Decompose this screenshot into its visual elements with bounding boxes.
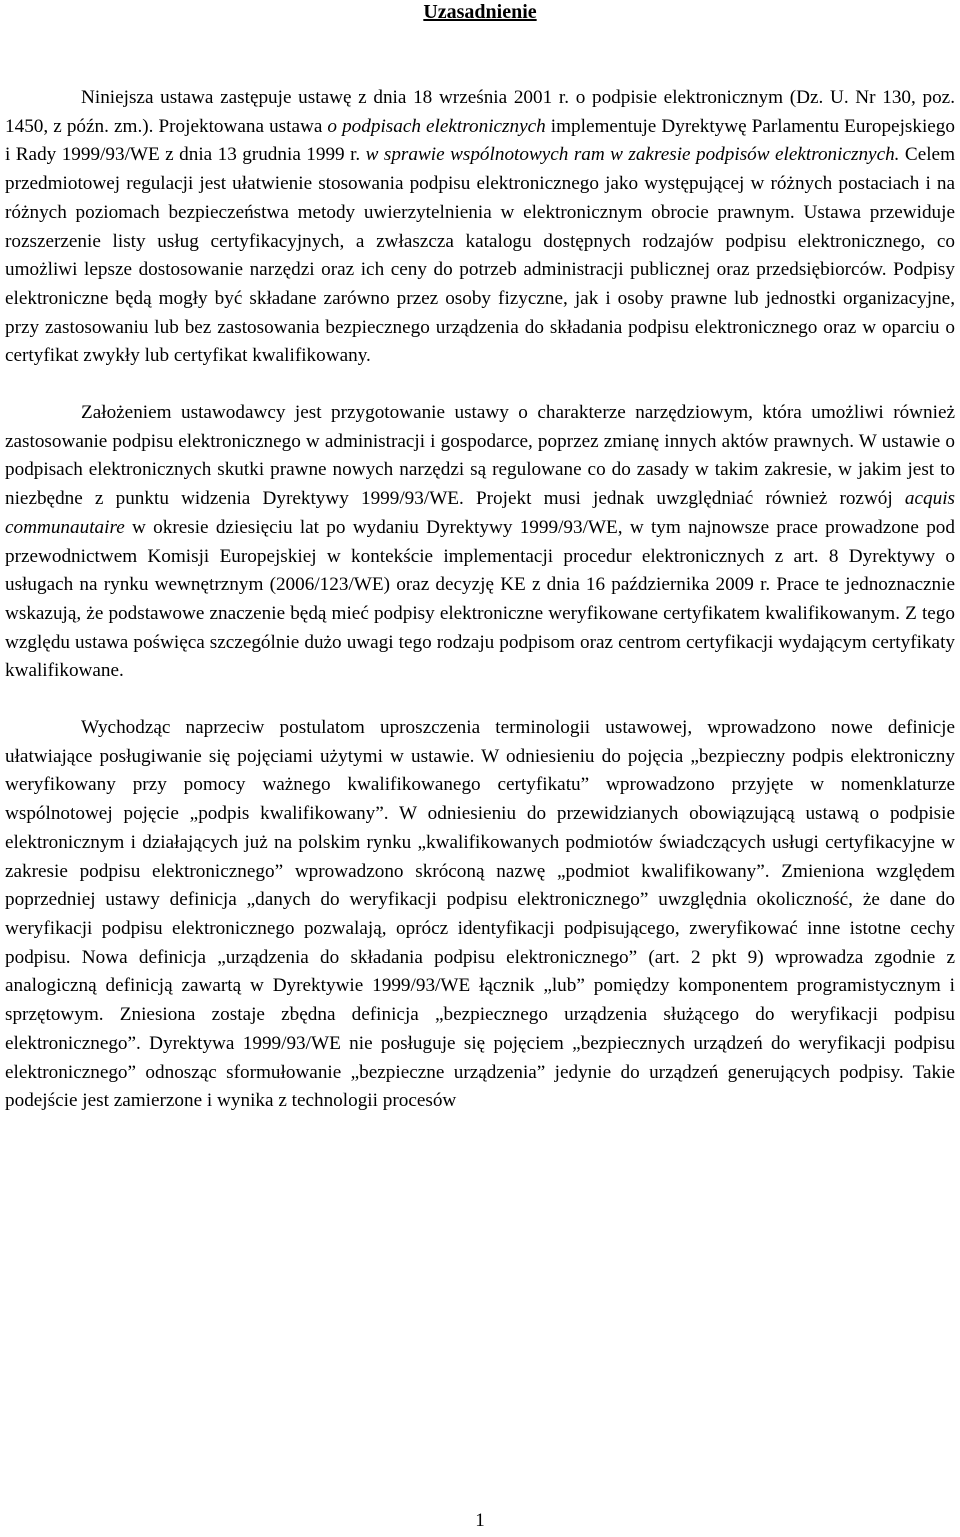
paragraph-1-text: Celem przedmiotowej regulacji jest ułatwienie stosowania podpisu elektronicznego jako występującej w różnych postaciach i na różnych poziomach bezpieczeństwa metody uwierzytelnienia w elektronicznym obrocie prawnym. Ustawa przewiduje rozszerzenie listy usług certyfikacyjnych, a zwłaszcza katalogu dostępnych rodzajów podpisu elektronicznego, co umożliwi lepsze dostosowanie narzędzi oraz ich ceny do potrzeb administracji publicznej oraz przedsiębiorców. Podpisy elektroniczne będą mogły być składane zarówno przez osoby fizyczne, jak i osoby prawne lub jednostki organizacyjne, przy zastosowaniu lub bez zastosowania bezpiecznego urządzenia do składania podpisu elektronicznego oraz w oparciu o certyfikat zwykły lub certyfikat kwalifikowany. bbox=[5, 144, 956, 367]
paragraph-1-italic-directive-title: w sprawie wspólnotowych ram w zakresie podpisów elektronicznych. bbox=[365, 144, 900, 166]
paragraph-2 bbox=[5, 399, 955, 686]
document-title: Uzasadnienie bbox=[423, 1, 537, 23]
page-number: 1 bbox=[475, 1510, 485, 1531]
paragraph-3-text: Wychodząc naprzeciw postulatom uproszczenia terminologii ustawowej, wprowadzono nowe definicje ułatwiające posługiwanie się pojęciami użytymi w ustawie. W odniesieniu do pojęcia „bezpieczny podpis elektroniczny weryfikowany przy pomocy ważnego kwalifikowanego certyfikatu” wprowadzono przyjęte w nomenklaturze wspólnotowej pojęcie „podpis kwalifikowany”. W odniesieniu do przewidzianych obowiązującą ustawą o podpisie elektronicznym i działających już na polskim rynku „kwalifikowanych podmiotów świadczących usługi certyfikacyjne w zakresie podpisu elektronicznego” wprowadzono skróconą nazwę „podmiot kwalifikowany”. Zmieniona względem poprzedniej ustawy definicja „danych do weryfikacji podpisu elektronicznego” uwzględnia okoliczność, że dane do weryfikacji podpisu elektronicznego pozwalają, oprócz identyfikacji podpisującego, zweryfikować inne istotne cechy podpisu. Nowa definicja „urządzenia do składania podpisu elektronicznego” (art. 2 pkt 9) wprowadza zgodnie z analogiczną definicją zawartą w Dyrektywie 1999/93/WE łącznik „lub” pomiędzy komponentem programistycznym i sprzętowym. Zniesiona zostaje zbędna definicja „bezpiecznego urządzenia służącego do weryfikacji podpisu elektronicznego”. Dyrektywa 1999/93/WE nie posługuje się pojęciem „bezpiecznych urządzeń do weryfikacji podpisu elektronicznego” odnosząc sformułowanie „bezpieczne urządzenia” jedynie do urządzeń generujących podpisy. Takie podejście jest zamierzone i wynika z technologii procesów bbox=[5, 717, 955, 1112]
paragraph-1 bbox=[5, 84, 955, 371]
paragraph-2-text: Założeniem ustawodawcy jest przygotowanie ustawy o charakterze narzędziowym, która umożliwi również zastosowanie podpisu elektronicznego w administracji i gospodarce, poprzez zmianę innych aktów prawnych. W ustawie o podpisach elektronicznych skutki prawne nowych narzędzi są regulowane co do zasady w takim zakresie, w jakim jest to niezbędne z punktu widzenia Dyrektywy 1999/93/WE. Projekt musi jednak uwzględniać również rozwój bbox=[5, 402, 955, 510]
document-page bbox=[5, 0, 955, 1116]
paragraph-1-italic-title: o podpisach elektronicznych bbox=[327, 115, 546, 137]
paragraph-1-text: Niniejsza ustawa zastępuje ustawę z dnia 18 września 2001 r. o podpisie elektronicznym (Dz. U. Nr 130, poz. 1450, z późn. zm.). Projektowana ustawa bbox=[5, 87, 955, 137]
paragraph-1-text: implementuje Dyrektywę Parlamentu Europejskiego i Rady 1999/93/WE z dnia 13 grudnia 1999 r. bbox=[5, 115, 955, 166]
paragraph-3 bbox=[5, 714, 955, 1116]
paragraph-2-italic-term: acquis communautaire bbox=[5, 488, 955, 538]
paragraph-2-text: w okresie dziesięciu lat po wydaniu Dyrektywy 1999/93/WE, w tym najnowsze prace prowadzone pod przewodnictwem Komisji Europejskiej w kontekście implementacji procedur elektronicznych z art. 8 Dyrektywy o usługach na rynku wewnętrznym (2006/123/WE) oraz decyzję KE z dnia 16 października 2009 r. Prace te jednoznacznie wskazują, że podstawowe znaczenie będą mieć podpisy elektroniczne weryfikowane certyfikatem kwalifikowanym. Z tego względu ustawa poświęca szczególnie dużo uwagi tego rodzaju podpisom oraz centrom certyfikacji wydającym certyfikaty kwalifikowane. bbox=[5, 516, 955, 682]
